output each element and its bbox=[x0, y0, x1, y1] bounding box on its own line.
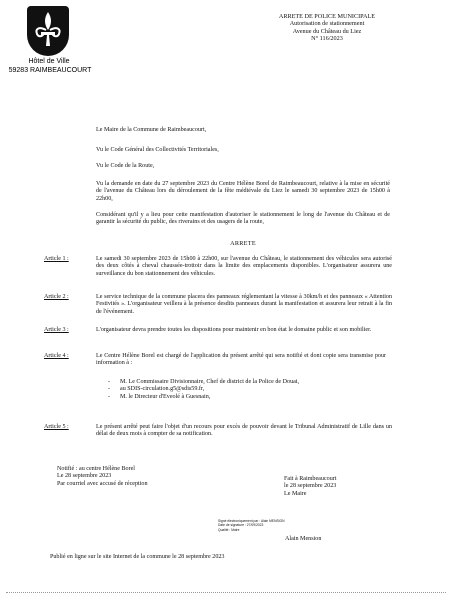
list-item: - M. le Directeur d'Eveolé à Guesnain, bbox=[108, 394, 388, 401]
article-3-label: Article 3 : bbox=[44, 327, 69, 333]
signatory-name: Alain Mension bbox=[285, 536, 322, 542]
article-1-text: Le samedi 30 septembre 2023 de 15h00 à 22h00, sur l'avenue du Château, le stationnement des véhicules sera autorisé des deux côtés à cheval chaussée-trottoir dans la limite des emplacements disponibles. L'organisateur assurera une surveillance du bon stationnement des véhicules. bbox=[96, 256, 392, 277]
esign-signer: Signé électroniquement par : Alain MENSION bbox=[218, 519, 285, 523]
footer-divider bbox=[6, 592, 446, 594]
signature-block bbox=[284, 476, 394, 498]
document-subject: Autorisation de stationnement bbox=[289, 20, 365, 28]
document-header bbox=[262, 13, 392, 43]
vu-code-route: Vu le Code de la Route, bbox=[96, 163, 155, 169]
recipients-list bbox=[108, 379, 388, 401]
town-address: 59283 RAIMBEAUCOURT bbox=[8, 67, 92, 74]
publication-note: Publié en ligne sur le site Internet de la commune le 28 septembre 2023 bbox=[50, 554, 225, 560]
signature-role: Le Maire bbox=[284, 490, 307, 497]
esign-quality: Qualité : Maire bbox=[218, 527, 240, 532]
fleur-de-lis-icon bbox=[27, 6, 69, 56]
notification-method: Par courriel avec accusé de réception bbox=[57, 480, 148, 487]
municipal-crest-logo bbox=[27, 6, 69, 56]
notification-recipient: Notifié : au centre Hélène Borel bbox=[57, 466, 135, 472]
electronic-signature-stamp bbox=[218, 519, 348, 532]
article-2-text: Le service technique de la commune placera des panneaux réglementant la vitesse à 30km/h et des panneaux « Attention Festivités ». L'organisateur veillera à la présence desdits panneaux durant la manifestation et assurera leur retrait à la fin de l'événement. bbox=[96, 294, 392, 315]
esign-date: Date de signature : 27/09/2023 bbox=[218, 523, 264, 528]
list-item: - au SDIS-circulation.g5@sdis59.fr, bbox=[108, 386, 388, 393]
notification-date: Le 28 septembre 2023 bbox=[57, 473, 112, 480]
article-4-label: Article 4 : bbox=[44, 353, 69, 359]
document-number: N° 116/2023 bbox=[311, 35, 343, 43]
arrete-heading: ARRETE bbox=[230, 240, 256, 247]
article-3-text: L'organisateur devra prendre toutes les dispositions pour maintenir en bon état le domaine public et son mobilier. bbox=[96, 327, 372, 333]
document-title: ARRETE DE POLICE MUNICIPALE bbox=[278, 13, 376, 20]
article-4-text: Le Centre Hélène Borel est chargé de l'application du présent arrêté qui sera notifié et dont copie sera transmise pour information à : bbox=[96, 353, 386, 367]
article-5-text: Le présent arrêté peut faire l'objet d'un recours pour excès de pouvoir devant le Tribunal Administratif de Lille dans un délai de deux mois à compter de sa notification. bbox=[96, 424, 392, 438]
intro-line: Le Maire de la Commune de Raimbeaucourt, bbox=[96, 127, 207, 133]
vu-demande: Vu la demande en date du 27 septembre 2023 du Centre Hélène Borel de Raimbeaucourt, relative à la mise en sécurité de l'avenue du Château lors du déroulement de la fête médiévale du Liez le samedi 30 septembre 2023 de 15h00 à 22h00, bbox=[96, 181, 390, 202]
article-2-label: Article 2 : bbox=[44, 294, 69, 300]
considerant: Considérant qu'il y a lieu pour cette manifestation d'autoriser le stationnement le long de l'avenue du Château et de garantir la sécurité du public, des riverains et des usagers de la route, bbox=[96, 212, 390, 226]
list-item: - M. Le Commissaire Divisionnaire, Chef de district de la Police de Douai, bbox=[108, 379, 388, 386]
document-street: Avenue du Château du Liez bbox=[292, 27, 362, 35]
article-5-label: Article 5 : bbox=[44, 424, 69, 430]
town-hall-label: Hôtel de Ville bbox=[28, 58, 70, 65]
signature-place: Fait à Raimbeaucourt bbox=[284, 476, 337, 482]
article-1-label: Article 1 : bbox=[44, 256, 69, 262]
signature-date: le 28 septembre 2023 bbox=[284, 483, 337, 490]
vu-cgct: Vu le Code Général des Collectivités Territoriales, bbox=[96, 147, 219, 153]
notification-block bbox=[57, 466, 227, 488]
